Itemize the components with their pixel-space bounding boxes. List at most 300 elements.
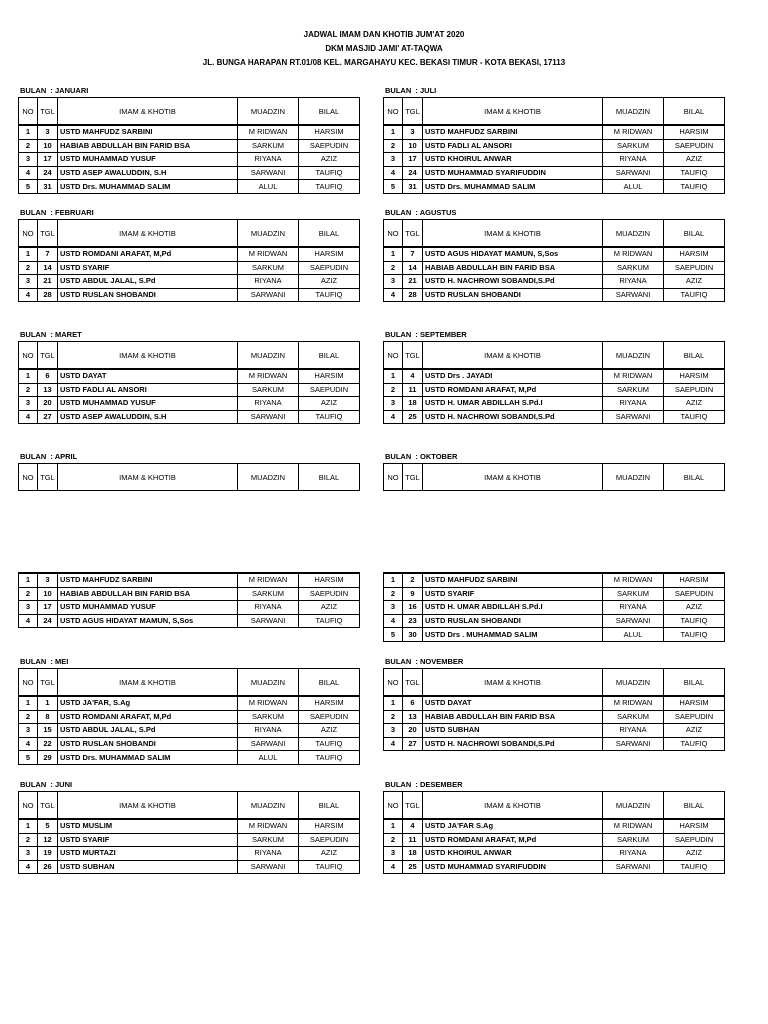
- cell-bilal: TAUFIQ: [664, 628, 725, 642]
- cell-bilal: TAUFIQ: [299, 410, 360, 424]
- cell-bilal: TAUFIQ: [664, 288, 725, 302]
- table-row: [384, 383, 725, 397]
- cell-no: 1: [384, 696, 403, 710]
- cell-imam-khotib: USTD MUHAMMAD SYARIFUDDIN: [423, 860, 603, 874]
- col-header-muadzin: MUADZIN: [238, 792, 299, 820]
- cell-bilal: SAEPUDIN: [664, 383, 725, 397]
- cell-no: 1: [19, 696, 38, 710]
- cell-imam-khotib: HABIAB ABDULLAH BIN FARID BSA: [58, 139, 238, 153]
- table-header-row: [19, 342, 360, 370]
- cell-imam-khotib: USTD MUHAMMAD SYARIFUDDIN: [423, 166, 603, 180]
- cell-bilal: TAUFIQ: [299, 288, 360, 302]
- table-row: [384, 860, 725, 874]
- table-row: [19, 261, 360, 275]
- cell-no: 3: [384, 397, 403, 411]
- cell-no: 4: [384, 166, 403, 180]
- cell-imam-khotib: USTD MUHAMMAD YUSUF: [58, 601, 238, 615]
- col-header-no: NO: [384, 464, 403, 491]
- cell-no: 1: [19, 573, 38, 587]
- cell-bilal: TAUFIQ: [664, 614, 725, 628]
- cell-imam-khotib: USTD H. UMAR ABDILLAH S.Pd.I: [423, 601, 603, 615]
- col-header-muadzin: MUADZIN: [603, 220, 664, 248]
- cell-tgl: 17: [38, 153, 58, 167]
- cell-muadzin: M RIDWAN: [603, 125, 664, 139]
- cell-tgl: 3: [38, 573, 58, 587]
- cell-tgl: 31: [38, 180, 58, 194]
- cell-imam-khotib: USTD RUSLAN SHOBANDI: [423, 288, 603, 302]
- cell-imam-khotib: USTD RUSLAN SHOBANDI: [423, 614, 603, 628]
- cell-imam-khotib: USTD AGUS HIDAYAT MAMUN, S,Sos: [58, 614, 238, 628]
- col-header-no: NO: [384, 220, 403, 248]
- col-header-no: NO: [384, 342, 403, 370]
- cell-tgl: 18: [403, 397, 423, 411]
- cell-imam-khotib: USTD KHOIRUL ANWAR: [423, 153, 603, 167]
- cell-no: 3: [19, 847, 38, 861]
- cell-bilal: SAEPUDIN: [299, 833, 360, 847]
- schedule-table-mei: [18, 668, 360, 765]
- cell-imam-khotib: USTD MUHAMMAD YUSUF: [58, 153, 238, 167]
- cell-muadzin: SARWANI: [238, 737, 299, 751]
- table-row: [384, 696, 725, 710]
- cell-no: 1: [19, 125, 38, 139]
- cell-bilal: SAEPUDIN: [299, 139, 360, 153]
- schedule-table-november: [383, 668, 725, 751]
- col-header-imam-khotib: IMAM & KHOTIB: [58, 792, 238, 820]
- col-header-tgl: TGL: [38, 464, 58, 491]
- cell-imam-khotib: USTD Drs. MUHAMMAD SALIM: [423, 180, 603, 194]
- table-row: [19, 288, 360, 302]
- table-row: [19, 383, 360, 397]
- table-row: [19, 819, 360, 833]
- cell-imam-khotib: USTD ROMDANI ARAFAT, M,Pd: [423, 833, 603, 847]
- col-header-no: NO: [19, 98, 38, 126]
- table-row: [19, 587, 360, 601]
- cell-tgl: 31: [403, 180, 423, 194]
- cell-bilal: HARSIM: [664, 125, 725, 139]
- cell-no: 3: [19, 153, 38, 167]
- table-header-row: [19, 669, 360, 697]
- month-section-november: [383, 656, 767, 751]
- month-label: BULAN : OKTOBER: [385, 452, 458, 461]
- table-row: [19, 751, 360, 765]
- cell-no: 2: [19, 261, 38, 275]
- cell-no: 5: [19, 180, 38, 194]
- col-header-imam-khotib: IMAM & KHOTIB: [58, 464, 238, 491]
- cell-no: 3: [384, 724, 403, 738]
- cell-bilal: TAUFIQ: [299, 860, 360, 874]
- col-header-no: NO: [384, 98, 403, 126]
- table-row: [19, 710, 360, 724]
- table-row: [19, 601, 360, 615]
- month-label: BULAN : APRIL: [20, 452, 78, 461]
- document-header: [0, 28, 768, 70]
- cell-imam-khotib: USTD MAHFUDZ SARBINI: [58, 573, 238, 587]
- cell-tgl: 6: [403, 696, 423, 710]
- cell-tgl: 3: [38, 125, 58, 139]
- cell-muadzin: M RIDWAN: [238, 573, 299, 587]
- cell-muadzin: SARWANI: [238, 614, 299, 628]
- table-row: [384, 573, 725, 587]
- cell-no: 1: [19, 247, 38, 261]
- table-row: [19, 724, 360, 738]
- cell-bilal: TAUFIQ: [299, 737, 360, 751]
- cell-muadzin: RIYANA: [603, 847, 664, 861]
- cell-imam-khotib: USTD MAHFUDZ SARBINI: [423, 573, 603, 587]
- cell-imam-khotib: USTD ABDUL JALAL, S.Pd: [58, 275, 238, 289]
- cell-muadzin: ALUL: [238, 180, 299, 194]
- col-header-bilal: BILAL: [299, 669, 360, 697]
- cell-bilal: SAEPUDIN: [299, 261, 360, 275]
- cell-imam-khotib: USTD FADLI AL ANSORI: [423, 139, 603, 153]
- table-row: [384, 587, 725, 601]
- cell-imam-khotib: USTD FADLI AL ANSORI: [58, 383, 238, 397]
- table-row: [19, 397, 360, 411]
- cell-muadzin: SARKUM: [238, 833, 299, 847]
- col-header-imam-khotib: IMAM & KHOTIB: [423, 669, 603, 697]
- schedule-table-januari: [18, 97, 360, 194]
- cell-bilal: AZIZ: [299, 275, 360, 289]
- cell-imam-khotib: USTD SYARIF: [58, 833, 238, 847]
- table-row: [384, 166, 725, 180]
- cell-imam-khotib: USTD DAYAT: [58, 369, 238, 383]
- table-row: [19, 125, 360, 139]
- cell-bilal: HARSIM: [299, 819, 360, 833]
- cell-bilal: AZIZ: [664, 153, 725, 167]
- cell-no: 2: [384, 383, 403, 397]
- table-header-row: [19, 98, 360, 126]
- cell-muadzin: SARKUM: [603, 139, 664, 153]
- cell-tgl: 30: [403, 628, 423, 642]
- cell-no: 3: [19, 397, 38, 411]
- cell-bilal: HARSIM: [664, 573, 725, 587]
- cell-muadzin: ALUL: [603, 628, 664, 642]
- cell-muadzin: SARKUM: [603, 587, 664, 601]
- cell-tgl: 12: [38, 833, 58, 847]
- col-header-bilal: BILAL: [299, 220, 360, 248]
- col-header-imam-khotib: IMAM & KHOTIB: [423, 220, 603, 248]
- cell-imam-khotib: USTD ASEP AWALUDDIN, S.H: [58, 410, 238, 424]
- cell-no: 1: [384, 369, 403, 383]
- cell-tgl: 24: [38, 166, 58, 180]
- month-section-agustus: [383, 207, 767, 302]
- col-header-tgl: TGL: [38, 669, 58, 697]
- cell-imam-khotib: USTD Drs . JAYADI: [423, 369, 603, 383]
- schedule-table-september: [383, 341, 725, 424]
- cell-tgl: 10: [403, 139, 423, 153]
- cell-bilal: AZIZ: [299, 601, 360, 615]
- cell-muadzin: RIYANA: [238, 847, 299, 861]
- cell-imam-khotib: USTD MAHFUDZ SARBINI: [58, 125, 238, 139]
- cell-no: 1: [384, 247, 403, 261]
- table-header-row: [19, 792, 360, 820]
- cell-imam-khotib: USTD MUSLIM: [58, 819, 238, 833]
- table-row: [384, 369, 725, 383]
- month-label: BULAN : SEPTEMBER: [385, 330, 467, 339]
- cell-no: 1: [384, 125, 403, 139]
- table-row: [384, 710, 725, 724]
- col-header-no: NO: [19, 669, 38, 697]
- col-header-bilal: BILAL: [299, 792, 360, 820]
- cell-muadzin: ALUL: [238, 751, 299, 765]
- table-row: [19, 860, 360, 874]
- cell-no: 4: [384, 410, 403, 424]
- cell-bilal: AZIZ: [299, 724, 360, 738]
- cell-no: 2: [19, 139, 38, 153]
- table-row: [384, 153, 725, 167]
- month-section-maret: [18, 329, 402, 424]
- col-header-muadzin: MUADZIN: [238, 464, 299, 491]
- cell-bilal: HARSIM: [299, 247, 360, 261]
- cell-tgl: 24: [38, 614, 58, 628]
- month-section-september: [383, 329, 767, 424]
- cell-bilal: SAEPUDIN: [664, 587, 725, 601]
- cell-tgl: 22: [38, 737, 58, 751]
- col-header-imam-khotib: IMAM & KHOTIB: [58, 342, 238, 370]
- cell-muadzin: SARKUM: [603, 833, 664, 847]
- cell-imam-khotib: USTD H. UMAR ABDILLAH S.Pd.I: [423, 397, 603, 411]
- cell-tgl: 11: [403, 833, 423, 847]
- cell-bilal: TAUFIQ: [664, 737, 725, 751]
- cell-tgl: 21: [38, 275, 58, 289]
- table-row: [384, 180, 725, 194]
- month-section-februari: [18, 207, 402, 302]
- table-row: [384, 288, 725, 302]
- cell-imam-khotib: USTD ROMDANI ARAFAT, M,Pd: [58, 247, 238, 261]
- cell-no: 4: [19, 410, 38, 424]
- col-header-no: NO: [19, 464, 38, 491]
- cell-tgl: 19: [38, 847, 58, 861]
- cell-muadzin: M RIDWAN: [603, 247, 664, 261]
- col-header-no: NO: [19, 342, 38, 370]
- cell-muadzin: RIYANA: [238, 724, 299, 738]
- table-row: [384, 139, 725, 153]
- cell-tgl: 25: [403, 410, 423, 424]
- cell-imam-khotib: USTD H. NACHROWI SOBANDI,S.Pd: [423, 737, 603, 751]
- month-continuation-oktober: [383, 572, 725, 642]
- cell-tgl: 6: [38, 369, 58, 383]
- cell-muadzin: RIYANA: [603, 153, 664, 167]
- table-row: [384, 601, 725, 615]
- col-header-bilal: BILAL: [664, 220, 725, 248]
- table-header-row: [19, 220, 360, 248]
- col-header-bilal: BILAL: [299, 342, 360, 370]
- col-header-no: NO: [19, 220, 38, 248]
- cell-imam-khotib: USTD ABDUL JALAL, S.Pd: [58, 724, 238, 738]
- table-row: [19, 369, 360, 383]
- cell-bilal: HARSIM: [664, 369, 725, 383]
- cell-muadzin: M RIDWAN: [603, 573, 664, 587]
- col-header-muadzin: MUADZIN: [603, 98, 664, 126]
- col-header-bilal: BILAL: [664, 792, 725, 820]
- cell-no: 3: [19, 601, 38, 615]
- cell-imam-khotib: USTD Drs. MUHAMMAD SALIM: [58, 180, 238, 194]
- table-row: [384, 125, 725, 139]
- cell-no: 5: [384, 628, 403, 642]
- cell-no: 4: [384, 860, 403, 874]
- col-header-muadzin: MUADZIN: [603, 792, 664, 820]
- cell-imam-khotib: USTD ASEP AWALUDDIN, S.H: [58, 166, 238, 180]
- cell-imam-khotib: USTD H. NACHROWI SOBANDI,S.Pd: [423, 410, 603, 424]
- cell-tgl: 3: [403, 125, 423, 139]
- cell-muadzin: RIYANA: [238, 153, 299, 167]
- cell-no: 2: [19, 587, 38, 601]
- cell-tgl: 1: [38, 696, 58, 710]
- table-row: [19, 833, 360, 847]
- col-header-tgl: TGL: [403, 98, 423, 126]
- col-header-tgl: TGL: [38, 220, 58, 248]
- col-header-bilal: BILAL: [664, 669, 725, 697]
- cell-bilal: HARSIM: [299, 573, 360, 587]
- table-row: [384, 397, 725, 411]
- cell-no: 1: [19, 369, 38, 383]
- col-header-muadzin: MUADZIN: [603, 464, 664, 491]
- col-header-tgl: TGL: [403, 342, 423, 370]
- table-row: [19, 737, 360, 751]
- cell-imam-khotib: USTD DAYAT: [423, 696, 603, 710]
- cell-tgl: 10: [38, 139, 58, 153]
- cell-muadzin: M RIDWAN: [238, 819, 299, 833]
- cell-no: 4: [19, 614, 38, 628]
- cell-no: 4: [384, 288, 403, 302]
- col-header-muadzin: MUADZIN: [238, 669, 299, 697]
- col-header-muadzin: MUADZIN: [238, 220, 299, 248]
- cell-tgl: 21: [403, 275, 423, 289]
- cell-imam-khotib: HABIAB ABDULLAH BIN FARID BSA: [58, 587, 238, 601]
- col-header-imam-khotib: IMAM & KHOTIB: [58, 98, 238, 126]
- table-row: [384, 833, 725, 847]
- table-header-row: [384, 669, 725, 697]
- cell-muadzin: SARWANI: [603, 410, 664, 424]
- cell-muadzin: SARKUM: [603, 710, 664, 724]
- cell-no: 2: [19, 383, 38, 397]
- table-row: [19, 166, 360, 180]
- cell-bilal: AZIZ: [664, 275, 725, 289]
- cell-tgl: 7: [403, 247, 423, 261]
- cell-tgl: 2: [403, 573, 423, 587]
- table-header-row: [384, 220, 725, 248]
- cell-bilal: AZIZ: [299, 397, 360, 411]
- table-header-row: [384, 342, 725, 370]
- cell-muadzin: M RIDWAN: [238, 369, 299, 383]
- cell-imam-khotib: USTD SUBHAN: [58, 860, 238, 874]
- table-row: [19, 180, 360, 194]
- table-row: [19, 139, 360, 153]
- cell-muadzin: SARWANI: [238, 860, 299, 874]
- cell-muadzin: RIYANA: [238, 601, 299, 615]
- col-header-tgl: TGL: [38, 792, 58, 820]
- cell-muadzin: RIYANA: [603, 397, 664, 411]
- cell-muadzin: RIYANA: [603, 724, 664, 738]
- cell-no: 3: [384, 847, 403, 861]
- cell-muadzin: RIYANA: [238, 397, 299, 411]
- cell-no: 5: [19, 751, 38, 765]
- cell-no: 3: [19, 724, 38, 738]
- month-label: BULAN : JULI: [385, 86, 437, 95]
- cell-bilal: TAUFIQ: [664, 860, 725, 874]
- table-row: [384, 737, 725, 751]
- cell-bilal: HARSIM: [664, 247, 725, 261]
- schedule-table-maret: [18, 341, 360, 424]
- month-label: BULAN : MARET: [20, 330, 82, 339]
- cell-muadzin: SARKUM: [238, 261, 299, 275]
- cell-tgl: 15: [38, 724, 58, 738]
- col-header-muadzin: MUADZIN: [238, 98, 299, 126]
- cell-no: 3: [384, 153, 403, 167]
- cell-muadzin: SARWANI: [238, 166, 299, 180]
- cell-imam-khotib: USTD Drs . MUHAMMAD SALIM: [423, 628, 603, 642]
- cell-bilal: SAEPUDIN: [664, 710, 725, 724]
- cell-muadzin: RIYANA: [603, 275, 664, 289]
- month-label: BULAN : FEBRUARI: [20, 208, 94, 217]
- cell-muadzin: M RIDWAN: [238, 125, 299, 139]
- cell-tgl: 4: [403, 369, 423, 383]
- col-header-imam-khotib: IMAM & KHOTIB: [423, 792, 603, 820]
- cell-imam-khotib: USTD JA'FAR S.Ag: [423, 819, 603, 833]
- table-row: [384, 724, 725, 738]
- cell-imam-khotib: USTD KHOIRUL ANWAR: [423, 847, 603, 861]
- col-header-no: NO: [384, 792, 403, 820]
- cell-imam-khotib: USTD MUHAMMAD YUSUF: [58, 397, 238, 411]
- mosque-name: DKM MASJID JAMI' AT-TAQWA: [325, 44, 443, 53]
- col-header-imam-khotib: IMAM & KHOTIB: [58, 220, 238, 248]
- cell-no: 3: [384, 275, 403, 289]
- cell-muadzin: RIYANA: [238, 275, 299, 289]
- cell-no: 4: [19, 166, 38, 180]
- cell-bilal: TAUFIQ: [299, 180, 360, 194]
- cell-imam-khotib: USTD SYARIF: [423, 587, 603, 601]
- cell-bilal: SAEPUDIN: [299, 383, 360, 397]
- cell-tgl: 29: [38, 751, 58, 765]
- table-row: [19, 614, 360, 628]
- cell-muadzin: SARWANI: [603, 288, 664, 302]
- cell-muadzin: SARKUM: [238, 587, 299, 601]
- schedule-table-juni: [18, 791, 360, 874]
- table-row: [384, 614, 725, 628]
- cell-bilal: SAEPUDIN: [299, 587, 360, 601]
- cell-no: 3: [19, 275, 38, 289]
- cell-tgl: 28: [403, 288, 423, 302]
- table-row: [19, 847, 360, 861]
- col-header-bilal: BILAL: [664, 464, 725, 491]
- cell-bilal: TAUFIQ: [664, 166, 725, 180]
- table-header-row: [19, 464, 360, 491]
- cell-tgl: 9: [403, 587, 423, 601]
- cell-tgl: 17: [403, 153, 423, 167]
- cell-muadzin: SARWANI: [238, 410, 299, 424]
- cell-imam-khotib: USTD SYARIF: [58, 261, 238, 275]
- cell-tgl: 13: [38, 383, 58, 397]
- col-header-bilal: BILAL: [664, 342, 725, 370]
- col-header-bilal: BILAL: [299, 98, 360, 126]
- cell-bilal: TAUFIQ: [299, 614, 360, 628]
- col-header-imam-khotib: IMAM & KHOTIB: [423, 464, 603, 491]
- table-row: [384, 819, 725, 833]
- col-header-imam-khotib: IMAM & KHOTIB: [423, 98, 603, 126]
- cell-muadzin: SARWANI: [603, 614, 664, 628]
- cell-muadzin: SARWANI: [603, 737, 664, 751]
- schedule-table-agustus: [383, 219, 725, 302]
- month-label: BULAN : AGUSTUS: [385, 208, 457, 217]
- cell-bilal: AZIZ: [299, 153, 360, 167]
- cell-bilal: AZIZ: [664, 601, 725, 615]
- table-header-row: [384, 792, 725, 820]
- table-row: [19, 153, 360, 167]
- cell-no: 4: [384, 737, 403, 751]
- col-header-muadzin: MUADZIN: [603, 342, 664, 370]
- table-row: [19, 247, 360, 261]
- cell-tgl: 16: [403, 601, 423, 615]
- month-label: BULAN : MEI: [20, 657, 69, 666]
